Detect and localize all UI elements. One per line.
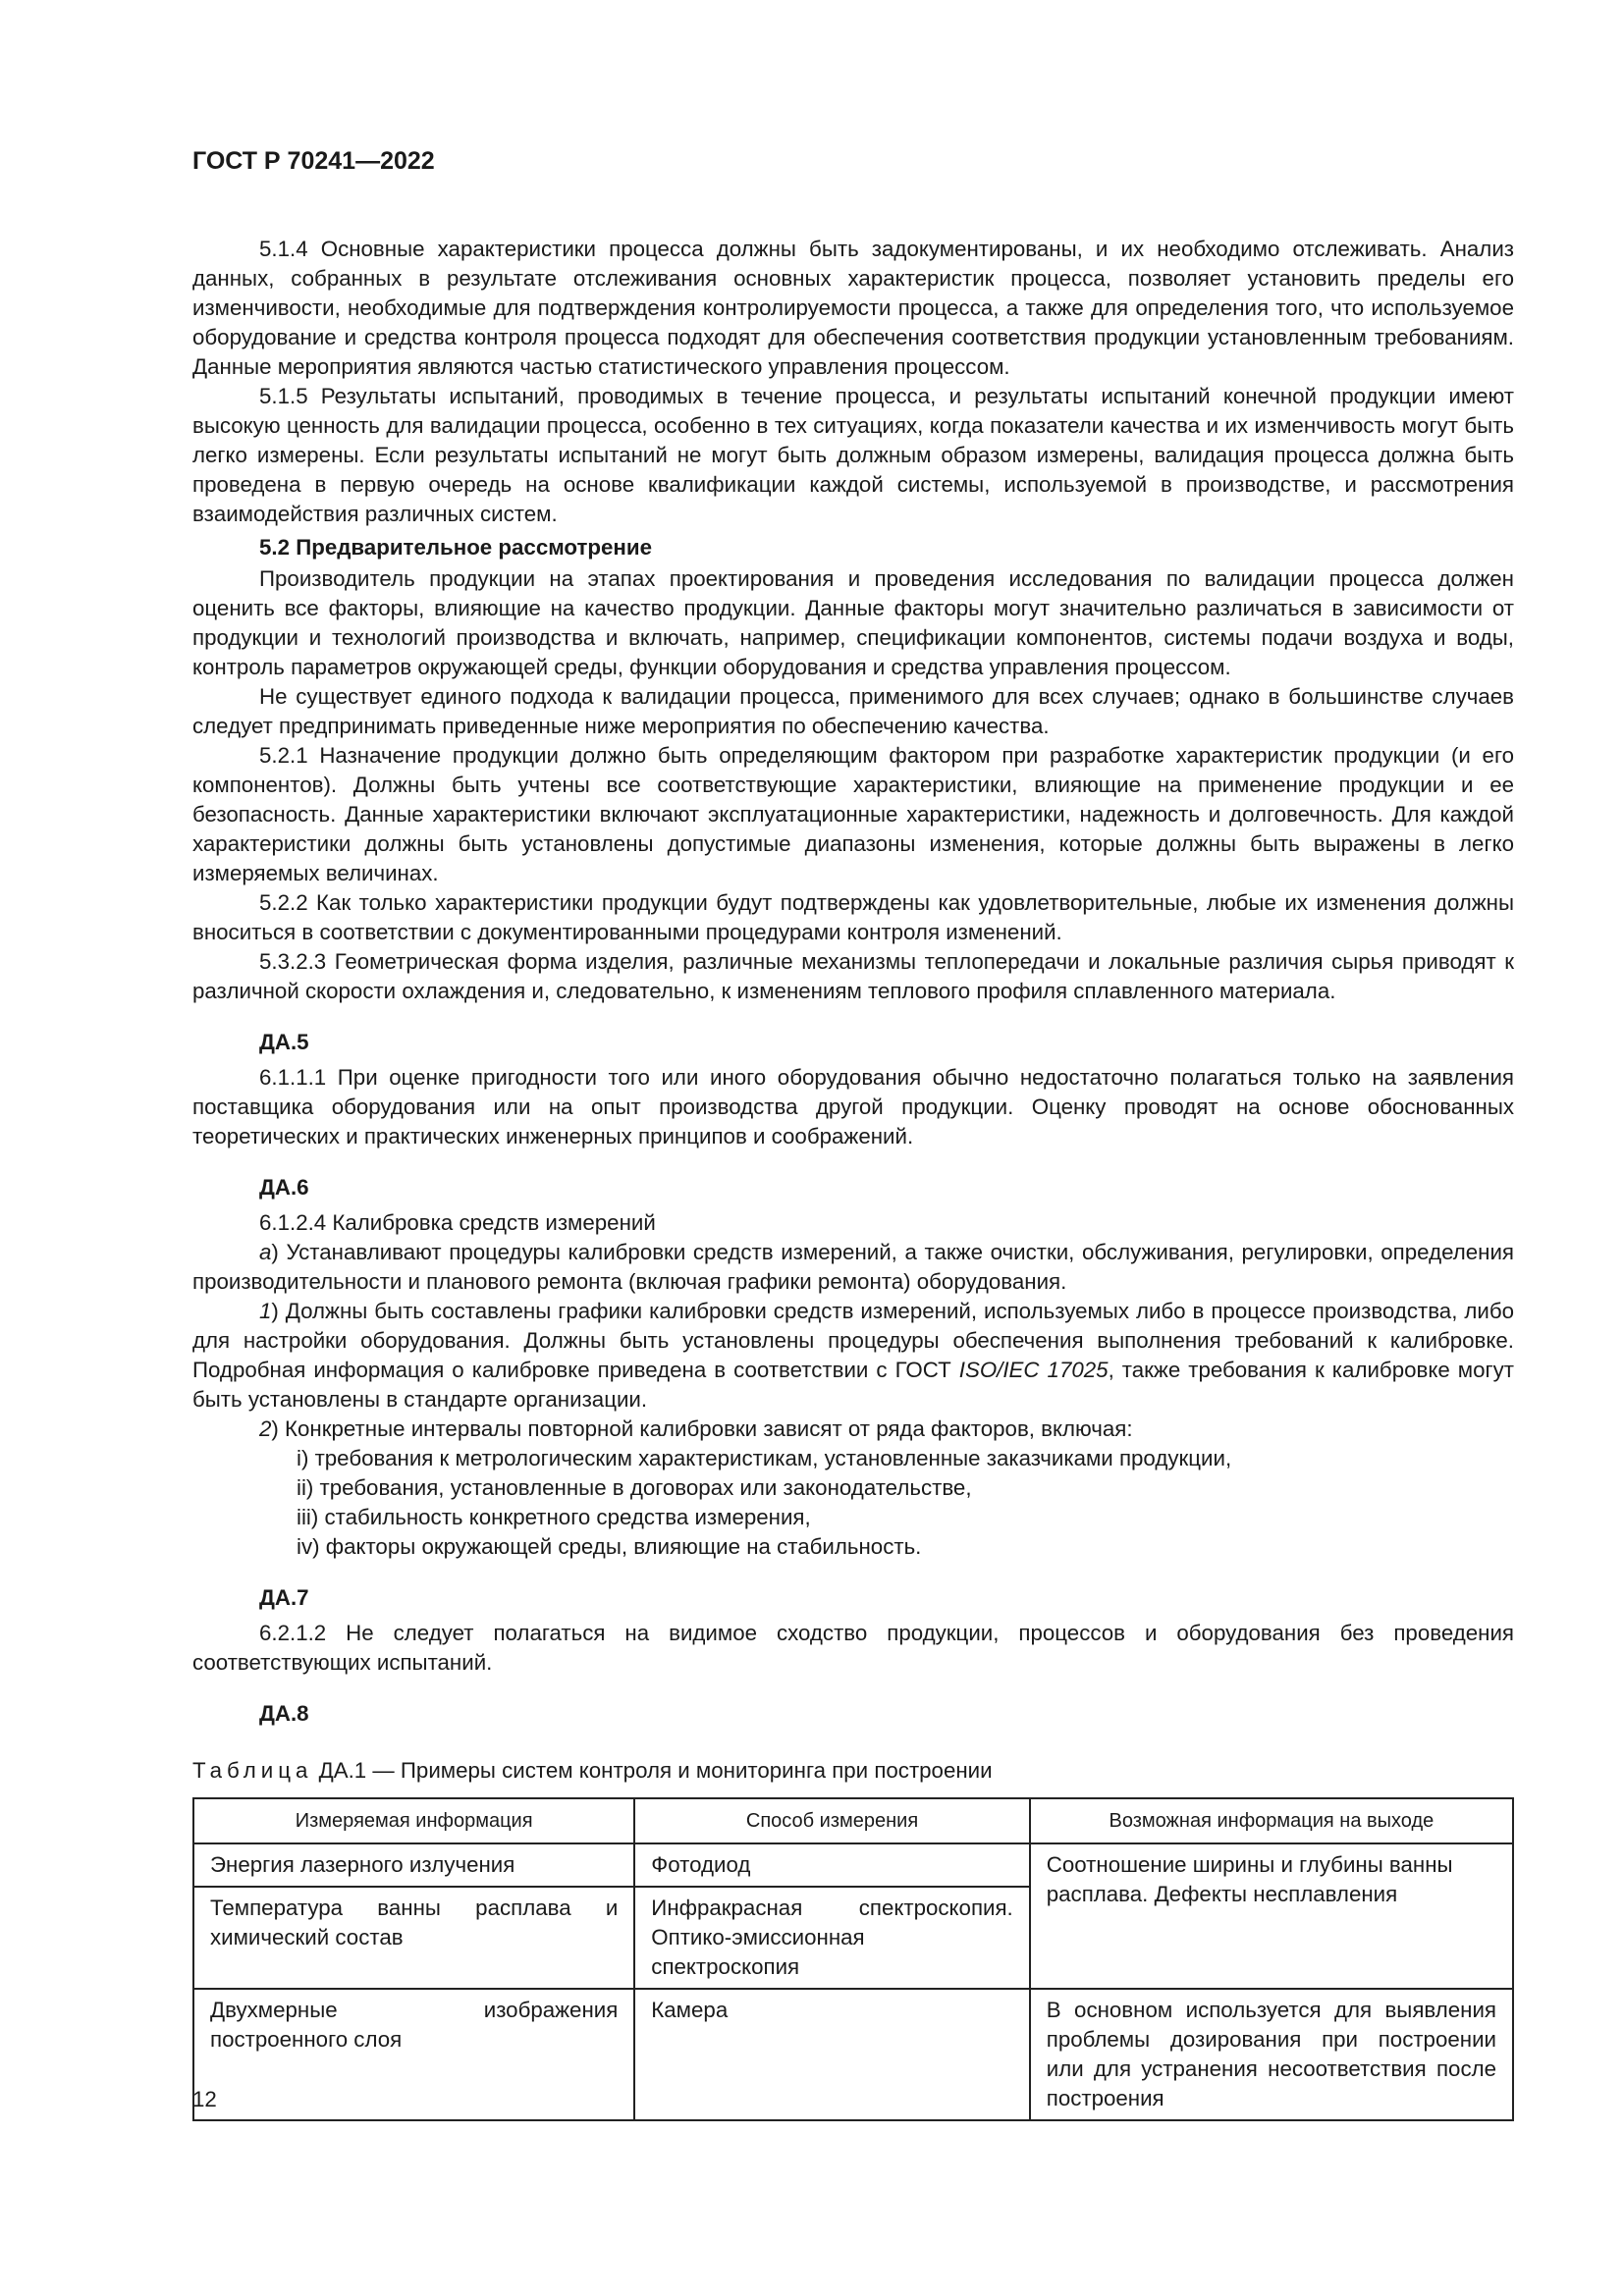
table-title: ДА.1 — Примеры систем контроля и мониторинга при построении	[312, 1758, 993, 1783]
item-text: ) Устанавливают процедуры калибровки средств измерений, а также очистки, обслуживания, регулировки, определения производительности и планового ремонта (включая графики ремонта) оборудования.	[192, 1240, 1514, 1294]
standard-ref: ISO/IEC 17025	[958, 1358, 1109, 1382]
data-table	[192, 1797, 1514, 2121]
document-body	[192, 235, 1514, 1729]
sub-list-item: iii) стабильность конкретного средства измерения,	[297, 1505, 811, 1529]
paragraph: 5.2.2 Как только характеристики продукции будут подтверждены как удовлетворительные, любые их изменения должны вноситься в соответствии с документированными процедурами контроля изменений.	[192, 890, 1514, 944]
table-caption	[192, 1758, 1514, 1784]
annex-heading: ДА.6	[259, 1175, 309, 1200]
sub-list-item: ii) требования, установленные в договорах или законодательстве,	[297, 1475, 972, 1500]
item-text: ) Конкретные интервалы повторной калибровки зависят от ряда факторов, включая:	[271, 1416, 1133, 1441]
item-marker: 2	[259, 1416, 272, 1441]
paragraph: 6.1.2.4 Калибровка средств измерений	[259, 1210, 656, 1235]
table-cell: Двухмерные изображения построенного слоя	[193, 1989, 634, 2120]
table-header-row	[193, 1798, 1513, 1843]
paragraph: 5.2.1 Назначение продукции должно быть определяющим фактором при разработке характеристик продукции (и его компонентов). Должны быть учтены все соответствующие характеристики, влияющие на применение продукции и ее безопасность. Данные характеристики включают эксплуатационные характеристики, надежность и долговечность. Для каждой характеристики должны быть установлены допустимые диапазоны изменения, которые должны быть выражены в легко измеряемых величинах.	[192, 743, 1514, 885]
column-header: Измеряемая информация	[193, 1798, 634, 1843]
table-cell: Энергия лазерного излучения	[193, 1843, 634, 1887]
sub-list-item: i) требования к метрологическим характеристикам, установленные заказчиками продукции,	[297, 1446, 1232, 1470]
paragraph: 6.2.1.2 Не следует полагаться на видимое сходство продукции, процессов и оборудования без проведения соответствующих испытаний.	[192, 1621, 1514, 1675]
annex-heading: ДА.5	[259, 1030, 309, 1054]
table-cell: В основном используется для выявления проблемы дозирования при построении или для устранения несоответствия после построения	[1030, 1989, 1513, 2120]
annex-heading: ДА.8	[259, 1701, 309, 1726]
table-cell: Инфракрасная спектроскопия. Оптико-эмиссионная спектроскопия	[634, 1887, 1029, 1989]
section-heading: 5.2 Предварительное рассмотрение	[259, 535, 653, 560]
page-number: 12	[192, 2087, 217, 2111]
paragraph: 5.1.4 Основные характеристики процесса должны быть задокументированы, и их необходимо отслеживать. Анализ данных, собранных в результате отслеживания основных характеристик процесса, позволяет установить пределы его изменчивости, необходимые для подтверждения контролируемости процесса, а также для определения того, что используемое оборудование и средства контроля процесса подходят для обеспечения соответствия продукции установленным требованиям. Данные мероприятия являются частью статистического управления процессом.	[192, 237, 1514, 379]
item-marker: а	[259, 1240, 272, 1264]
paragraph: 6.1.1.1 При оценке пригодности того или иного оборудования обычно недостаточно полагаться только на заявления поставщика оборудования или на опыт производства другой продукции. Оценку проводят на основе обоснованных теоретических и практических инженерных принципов и соображений.	[192, 1065, 1514, 1148]
table-row	[193, 1843, 1513, 1887]
paragraph: 5.3.2.3 Геометрическая форма изделия, различные механизмы теплопередачи и локальные различия сырья приводят к различной скорости охлаждения и, следовательно, к изменениям теплового профиля сплавленного материала.	[192, 949, 1514, 1003]
table-cell: Температура ванны расплава и химический состав	[193, 1887, 634, 1989]
paragraph: Не существует единого подхода к валидации процесса, применимого для всех случаев; однако в большинстве случаев следует предпринимать приведенные ниже мероприятия по обеспечению качества.	[192, 684, 1514, 738]
document-header: ГОСТ Р 70241—2022	[192, 147, 435, 175]
table-label: Таблица	[192, 1758, 313, 1783]
list-item	[192, 1238, 1514, 1297]
paragraph: Производитель продукции на этапах проектирования и проведения исследования по валидации процесса должен оценить все факторы, влияющие на качество продукции. Данные факторы могут значительно различаться в зависимости от продукции и технологий производства и включать, например, спецификации компонентов, системы подачи воздуха и воды, контроль параметров окружающей среды, функции оборудования и средства управления процессом.	[192, 566, 1514, 679]
list-item	[192, 1297, 1514, 1415]
column-header: Способ измерения	[634, 1798, 1029, 1843]
table-row	[193, 1989, 1513, 2120]
item-text: ) Должны быть составлены графики калибровки средств измерений, используемых либо в процессе производства, либо для настройки оборудования. Должны быть установлены процедуры обеспечения выполнения требований к калибровке. Подробная информация о калибровке приведена в соответствии с ГОСТ	[192, 1299, 1514, 1382]
document-page	[192, 147, 1514, 2121]
annex-heading: ДА.7	[259, 1585, 309, 1610]
table-cell: Фотодиод	[634, 1843, 1029, 1887]
paragraph: 5.1.5 Результаты испытаний, проводимых в течение процесса, и результаты испытаний конечной продукции имеют высокую ценность для валидации процесса, особенно в тех ситуациях, когда показатели качества и их изменчивость могут быть легко измерены. Если результаты испытаний не могут быть должным образом измерены, валидация процесса должна быть проведена в первую очередь на основе квалификации каждой системы, используемой в производстве, и рассмотрения взаимодействия различных систем.	[192, 384, 1514, 526]
sub-list-item: iv) факторы окружающей среды, влияющие на стабильность.	[297, 1534, 922, 1559]
table-cell: Камера	[634, 1989, 1029, 2120]
list-item	[192, 1415, 1514, 1444]
item-marker: 1	[259, 1299, 272, 1323]
item-text: , также требования к калибровке могут быть установлены в стандарте организации.	[192, 1358, 1514, 1412]
table-cell-merged: Соотношение ширины и глубины ванны расплава. Дефекты несплавления	[1030, 1843, 1513, 1989]
column-header: Возможная информация на выходе	[1030, 1798, 1513, 1843]
